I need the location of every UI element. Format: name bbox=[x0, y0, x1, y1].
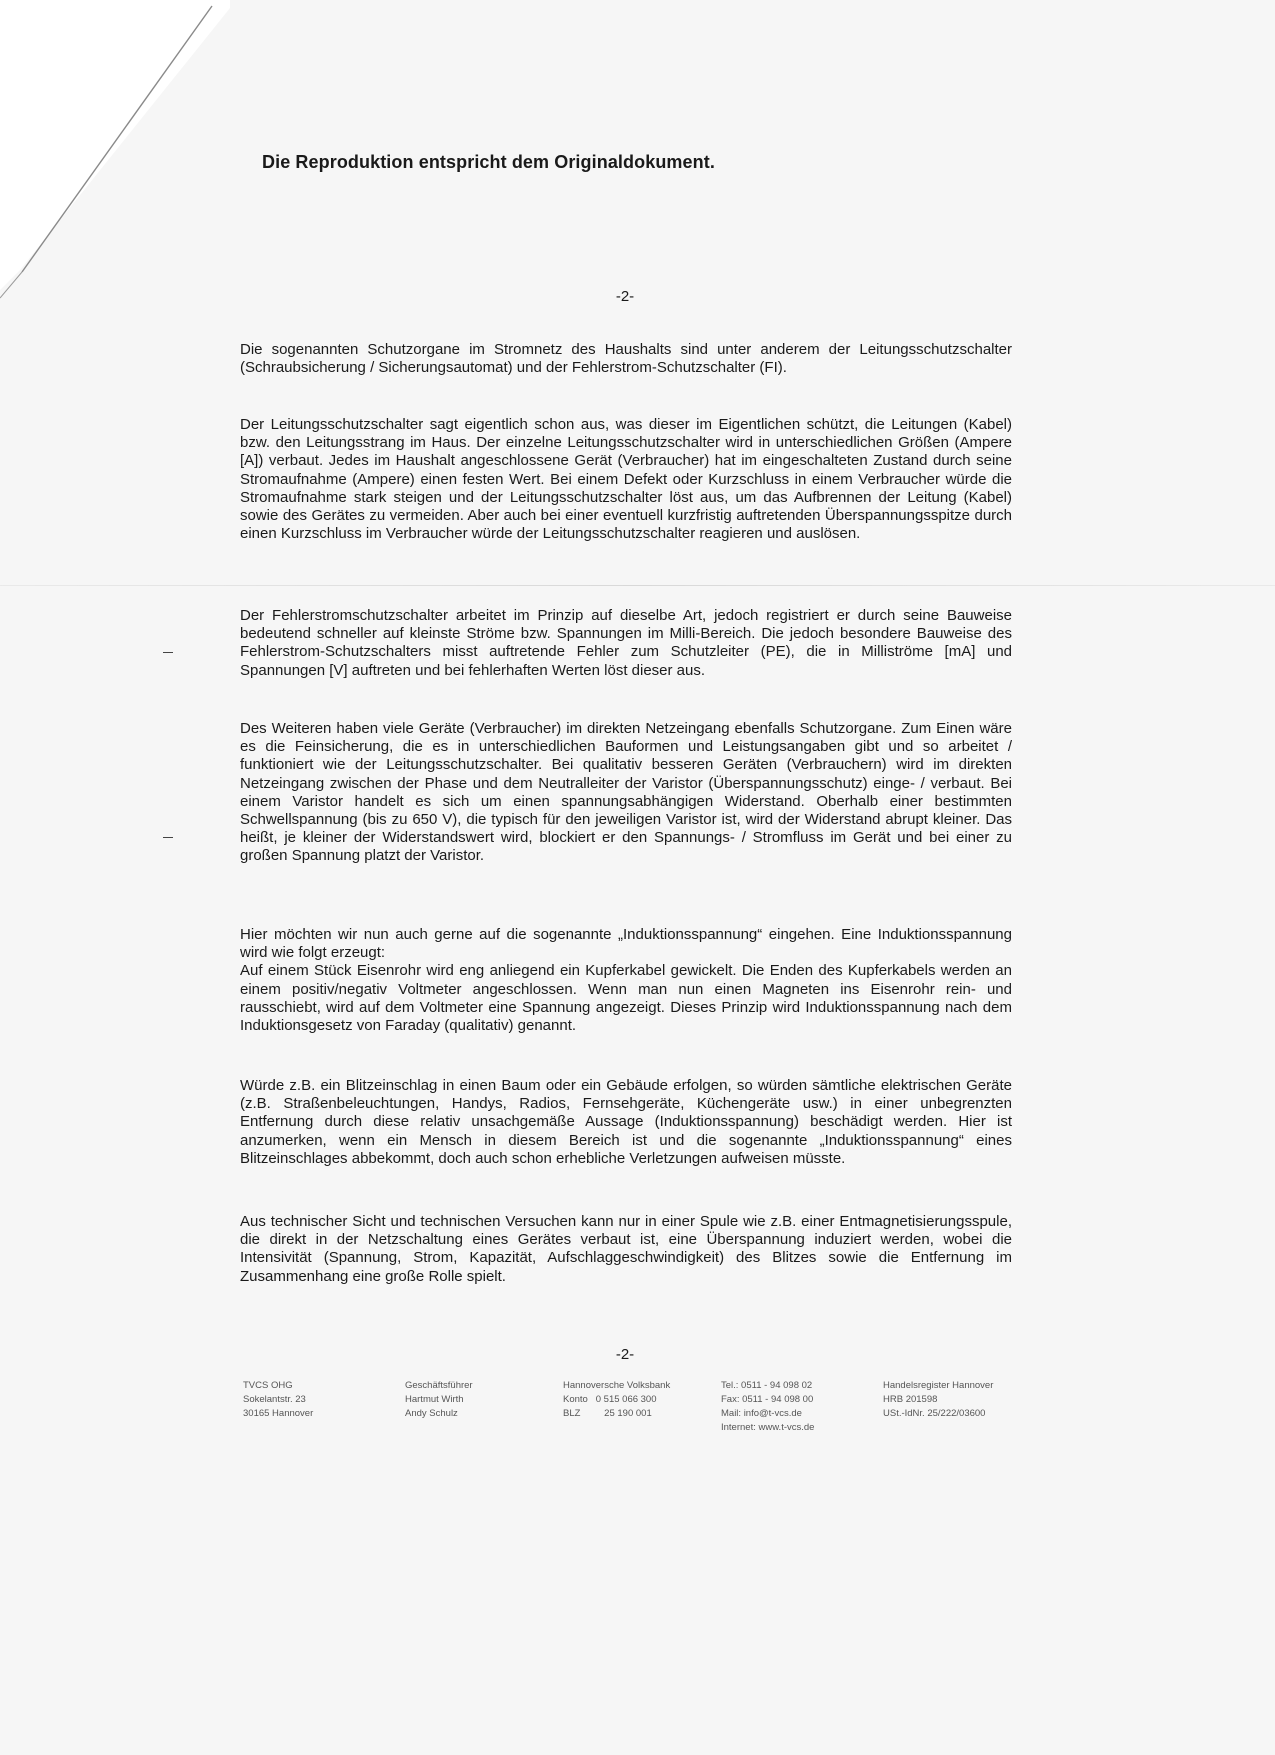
page-number-top: -2- bbox=[615, 288, 635, 305]
footer-line: Andy Schulz bbox=[405, 1408, 458, 1419]
footer-contact bbox=[721, 1379, 814, 1435]
paragraph-technical-view: Aus technischer Sicht und technischen Versuchen kann nur in einer Spule wie z.B. einer Entmagnetisierungsspule, die direkt in der Netzschaltung eines Gerätes verbaut ist, eine Überspannung induziert werden, wobei die Intensivität (Spannung, Strom, Kapazität, Aufschlaggeschwindigkeit) des Blitzes sowie die Entfernung im Zusammenhang eine große Rolle spielt. bbox=[240, 1213, 1012, 1285]
page-number-bottom: -2- bbox=[615, 1346, 635, 1363]
footer-line: Tel.: 0511 - 94 098 02 bbox=[721, 1380, 813, 1391]
footer-line: TVCS OHG bbox=[243, 1380, 293, 1391]
paragraph-induction-voltage: Hier möchten wir nun auch gerne auf die sogenannte „Induktionsspannung“ eingehen. Eine Induktionsspannung wird wie folgt erzeugt: Auf einem Stück Eisenrohr wird eng anliegend ein Kupferkabel gewickelt. Die Enden des Kupferkabels werden an einem positiv/negativ Voltmeter angeschlossen. Wenn man nun einen Magneten ins Eisenrohr rein- und rausschiebt, wird auf dem Voltmeter eine Spannung angezeigt. Dieses Prinzip wird Induktionsspannung nach dem Induktionsgesetz von Faraday (qualitativ) genannt. bbox=[240, 926, 1012, 1035]
margin-dash-mark bbox=[163, 652, 173, 653]
footer-line: Hannoversche Volksbank bbox=[563, 1380, 671, 1391]
footer-company-address bbox=[243, 1379, 313, 1421]
footer-register bbox=[883, 1379, 993, 1421]
footer-line: Hartmut Wirth bbox=[405, 1394, 464, 1405]
footer-line: Konto 0 515 066 300 bbox=[563, 1394, 657, 1405]
footer-line: 30165 Hannover bbox=[243, 1408, 314, 1419]
paragraph-protective-devices: Die sogenannten Schutzorgane im Stromnetz des Haushalts sind unter anderem der Leitungsschutzschalter (Schraubsicherung / Sicherungsautomat) und der Fehlerstrom-Schutzschalter (FI). bbox=[240, 341, 1012, 377]
margin-dash-mark bbox=[163, 837, 173, 838]
paragraph-varistor: Des Weiteren haben viele Geräte (Verbraucher) im direkten Netzeingang ebenfalls Schutzorgane. Zum Einen wäre es die Feinsicherung, die es in unterschiedlichen Bauformen und Leistungsangaben gibt und so arbeitet / funktioniert wie der Leitungsschutzschalter. Bei qualitativ besseren Geräten (Verbrauchern) wird im direkten Netzeingang zwischen der Phase und dem Neutralleiter der Varistor (Überspannungsschutz) einge- / verbaut. Bei einem Varistor handelt es sich um einen spannungsabhängigen Widerstand. Oberhalb einer bestimmten Schwellspannung (bis zu 650 V), die typisch für den jeweiligen Varistor ist, wird der Widerstand abrupt kleiner. Das heißt, je kleiner der Widerstandswert wird, blockiert er den Spannungs- / Stromfluss im Gerät und bei einer zu großen Spannung platzt der Varistor. bbox=[240, 720, 1012, 865]
footer-line: Internet: www.t-vcs.de bbox=[721, 1422, 815, 1433]
paragraph-circuit-breaker: Der Leitungsschutzschalter sagt eigentlich schon aus, was dieser im Eigentlichen schützt, die Leitungen (Kabel) bzw. den Leitungsstrang im Haus. Der einzelne Leitungsschutzschalter wird in unterschiedlichen Größen (Ampere [A]) verbaut. Jedes im Haushalt angeschlossene Gerät (Verbraucher) hat im eingeschalteten Zustand durch seine Stromaufnahme (Ampere) einen festen Wert. Bei einem Defekt oder Kurzschluss in einem Verbraucher würde die Stromaufnahme stark steigen und der Leitungsschutzschalter löst aus, um das Aufbrennen der Leitung (Kabel) sowie des Gerätes zu vermeiden. Aber auch bei einer eventuell kurzfristig auftretenden Überspannungsspitze durch einen Kurzschluss im Verbraucher würde der Leitungsschutzschalter reagieren und auslösen. bbox=[240, 416, 1012, 543]
paragraph-rcd: Der Fehlerstromschutzschalter arbeitet im Prinzip auf dieselbe Art, jedoch registriert er durch seine Bauweise bedeutend schneller auf kleinste Ströme bzw. Spannungen im Milli-Bereich. Die jedoch besondere Bauweise des Fehlerstrom-Schutzschalters misst auftretende Fehler zum Schutzleiter (PE), die in Milliströme [mA] und Spannungen [V] auftreten und bei fehlerhaften Werten löst dieser aus. bbox=[240, 607, 1012, 679]
footer-line: HRB 201598 bbox=[883, 1394, 938, 1405]
footer-line: Sokelantstr. 23 bbox=[243, 1394, 306, 1405]
footer-line: Geschäftsführer bbox=[405, 1380, 473, 1391]
footer-bank bbox=[563, 1379, 670, 1421]
folded-corner-mark bbox=[0, 0, 230, 310]
footer-line: Handelsregister Hannover bbox=[883, 1380, 994, 1391]
letterhead-footer bbox=[243, 1379, 1033, 1439]
paper-fold-line bbox=[0, 585, 1275, 586]
reproduction-note: Die Reproduktion entspricht dem Originaldokument. bbox=[262, 152, 715, 172]
paragraph-lightning-strike: Würde z.B. ein Blitzeinschlag in einen Baum oder ein Gebäude erfolgen, so würden sämtliche elektrischen Geräte (z.B. Straßenbeleuchtungen, Handys, Radios, Fernsehgeräte, Küchengeräte usw.) in einer unbegrenzten Entfernung durch diese relativ unsachgemäße Aussage (Induktionsspannung) beschädigt werden. Hier ist anzumerken, wenn ein Mensch in diesem Bereich ist und die sogenannte „Induktionsspannung“ eines Blitzeinschlages abbekommt, doch auch schon erhebliche Verletzungen aufweisen müsste. bbox=[240, 1077, 1012, 1167]
footer-line: Mail: info@t-vcs.de bbox=[721, 1408, 802, 1419]
footer-line: Fax: 0511 - 94 098 00 bbox=[721, 1394, 814, 1405]
footer-management bbox=[405, 1379, 473, 1421]
footer-line: BLZ 25 190 001 bbox=[563, 1408, 652, 1419]
footer-line: USt.-IdNr. 25/222/03600 bbox=[883, 1408, 986, 1419]
